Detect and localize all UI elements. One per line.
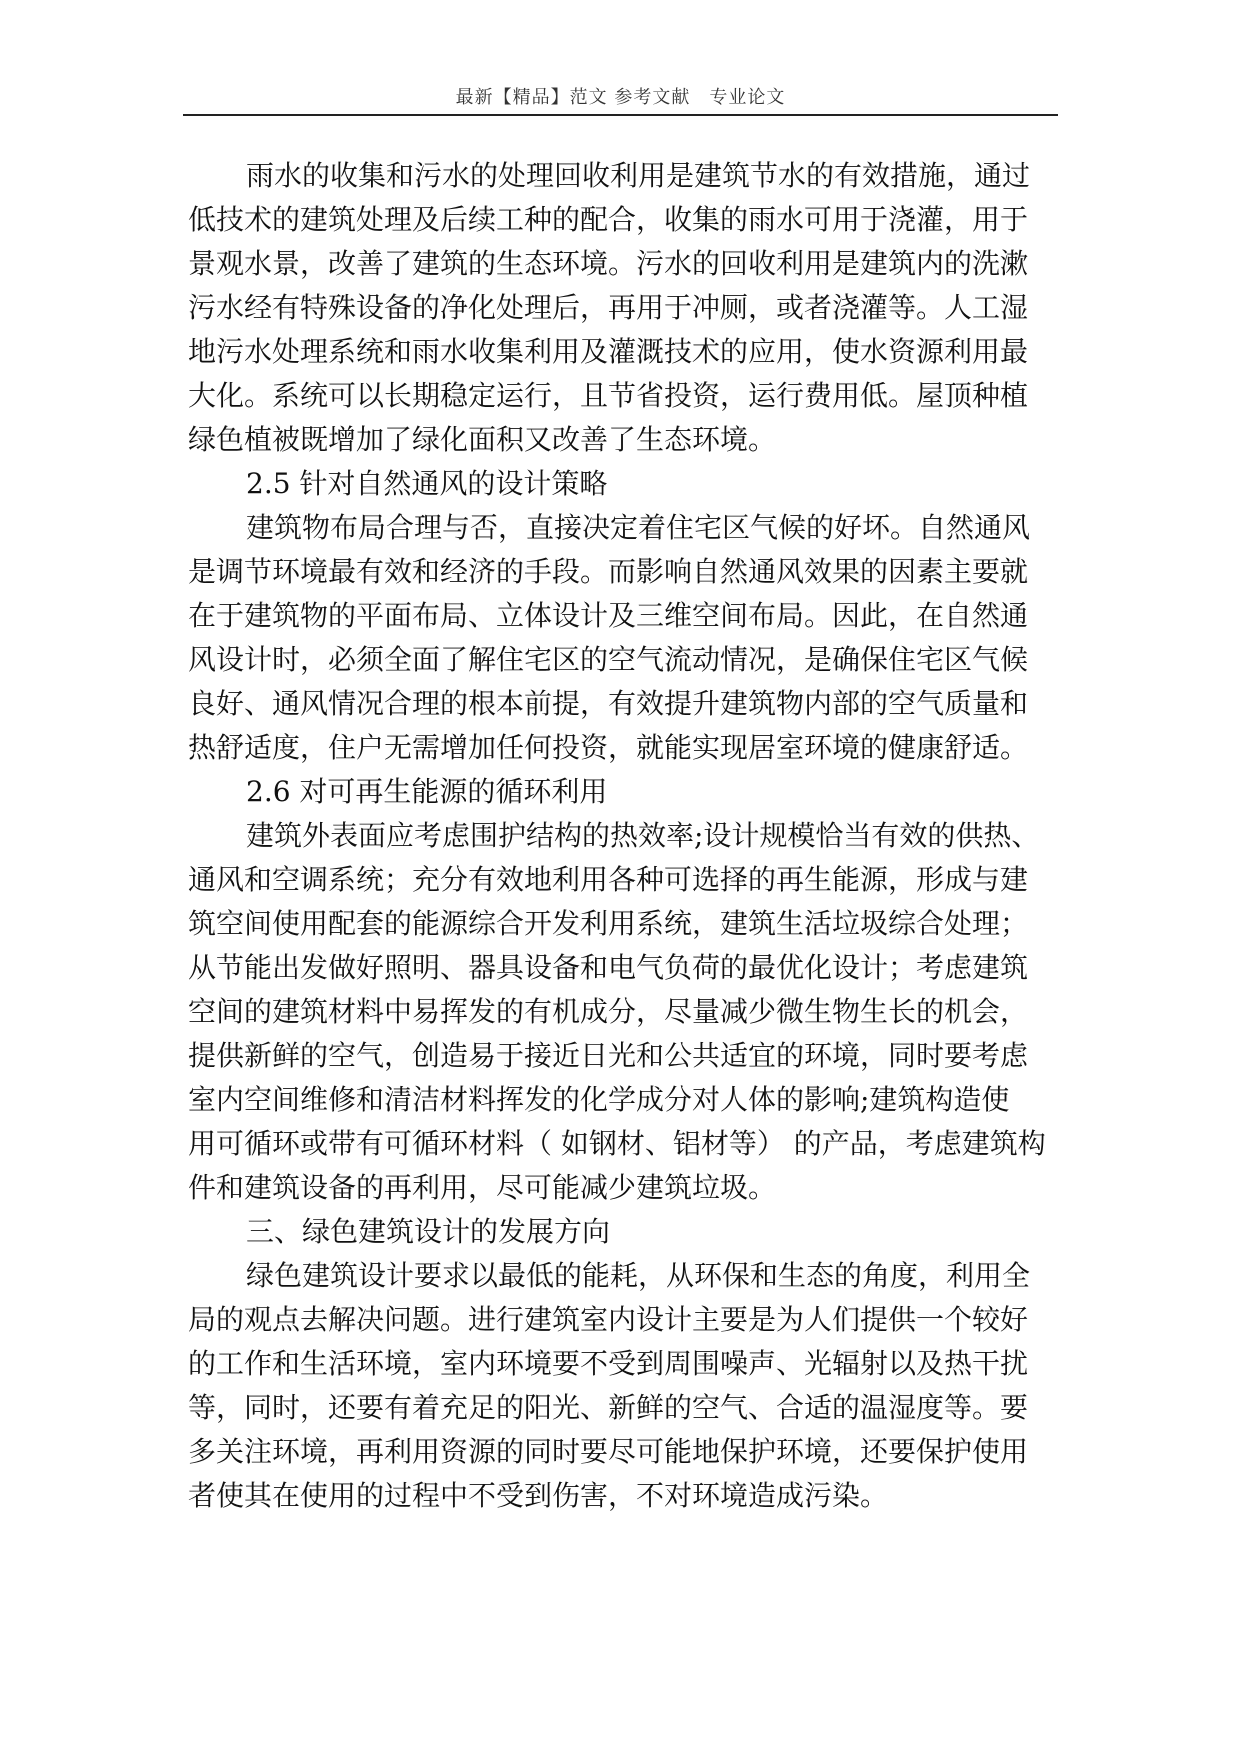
text-line: 绿色植被既增加了绿化面积又改善了生态环境。 [188, 423, 777, 456]
text-line: 污水经有特殊设备的净化处理后，再用于冲厕，或者浇灌等。人工湿 [188, 291, 1029, 324]
text-line: 低技术的建筑处理及后续工种的配合，收集的雨水可用于浇灌，用于 [188, 203, 1029, 236]
body-text [188, 154, 1058, 1518]
section-heading-3: 三、绿色建筑设计的发展方向 [246, 1215, 611, 1248]
text-line: 提供新鲜的空气，创造易于接近日光和公共适宜的环境，同时要考虑 [188, 1039, 1029, 1072]
text-line: 通风和空调系统；充分有效地利用各种可选择的再生能源，形成与建 [188, 863, 1029, 896]
header-divider [183, 114, 1058, 116]
text-line: 的工作和生活环境，室内环境要不受到周围噪声、光辐射以及热干扰 [188, 1347, 1029, 1380]
text-line: 在于建筑物的平面布局、立体设计及三维空间布局。因此，在自然通 [188, 599, 1029, 632]
text-line: 良好、通风情况合理的根本前提，有效提升建筑物内部的空气质量和 [188, 687, 1029, 720]
text-line: 地污水处理系统和雨水收集利用及灌溉技术的应用，使水资源利用最 [188, 335, 1029, 368]
text-line: 建筑外表面应考虑围护结构的热效率;设计规模恰当有效的供热、 [246, 819, 1040, 852]
text-line: 风设计时，必须全面了解住宅区的空气流动情况，是确保住宅区气候 [188, 643, 1029, 676]
text-line: 筑空间使用配套的能源综合开发利用系统，建筑生活垃圾综合处理； [188, 907, 1029, 940]
text-line: 等，同时，还要有着充足的阳光、新鲜的空气、合适的温湿度等。要 [188, 1391, 1029, 1424]
text-line: 多关注环境，再利用资源的同时要尽可能地保护环境，还要保护使用 [188, 1435, 1029, 1468]
text-line: 用可循环或带有可循环材料（ 如钢材、铝材等） 的产品，考虑建筑构 [188, 1127, 1046, 1160]
text-line: 空间的建筑材料中易挥发的有机成分，尽量减少微生物生长的机会， [188, 995, 1029, 1028]
text-line: 从节能出发做好照明、器具设备和电气负荷的最优化设计；考虑建筑 [188, 951, 1029, 984]
text-line: 景观水景，改善了建筑的生态环境。污水的回收利用是建筑内的洗漱 [188, 247, 1029, 280]
text-line: 室内空间维修和清洁材料挥发的化学成分对人体的影响;建筑构造使 [188, 1083, 1010, 1116]
text-line: 局的观点去解决问题。进行建筑室内设计主要是为人们提供一个较好 [188, 1303, 1029, 1336]
text-line: 大化。系统可以长期稳定运行，且节省投资，运行费用低。屋顶种植 [188, 379, 1029, 412]
text-line: 绿色建筑设计要求以最低的能耗，从环保和生态的角度，利用全 [246, 1259, 1031, 1292]
section-heading-2-5: 2.5 针对自然通风的设计策略 [246, 467, 608, 500]
page-header: 最新【精品】范文 参考文献 专业论文 [455, 87, 786, 108]
text-line: 雨水的收集和污水的处理回收利用是建筑节水的有效措施，通过 [246, 159, 1031, 192]
text-line: 件和建筑设备的再利用，尽可能减少建筑垃圾。 [188, 1171, 777, 1204]
text-line: 热舒适度，住户无需增加任何投资，就能实现居室环境的健康舒适。 [188, 731, 1029, 764]
text-line: 建筑物布局合理与否，直接决定着住宅区气候的好坏。自然通风 [246, 511, 1031, 544]
section-heading-2-6: 2.6 对可再生能源的循环利用 [246, 775, 608, 808]
text-line: 者使其在使用的过程中不受到伤害，不对环境造成污染。 [188, 1479, 889, 1512]
text-line: 是调节环境最有效和经济的手段。而影响自然通风效果的因素主要就 [188, 555, 1029, 588]
